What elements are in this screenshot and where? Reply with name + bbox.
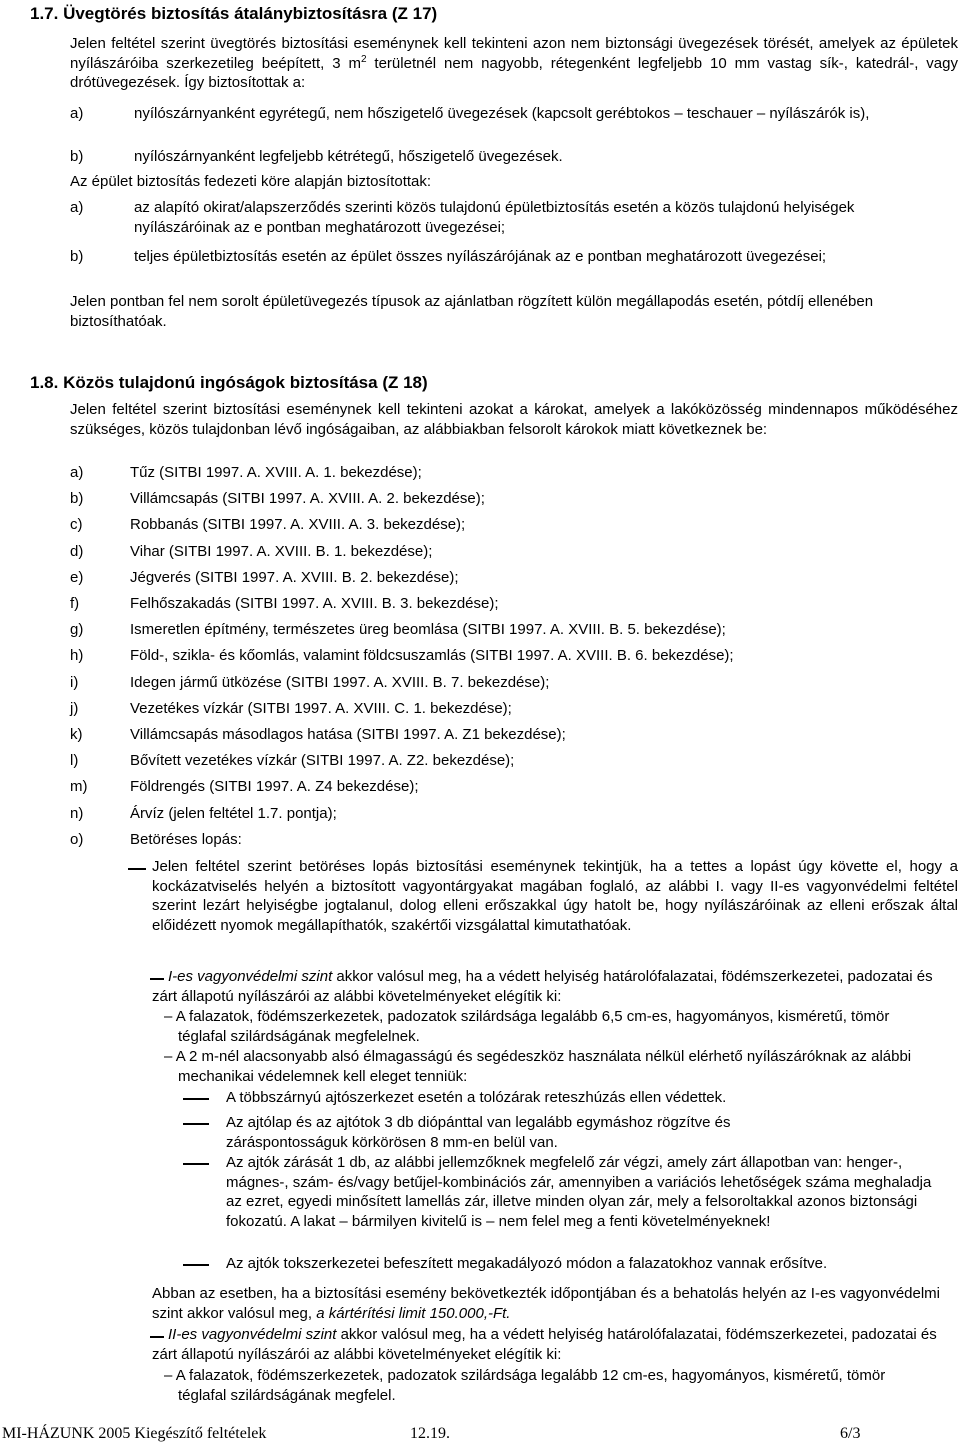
list-label: k): [70, 726, 83, 743]
doors-intro: – A 2 m-nél alacsonyabb alsó élmagasságú és segédeszköz használata nélkül elérhető nyílászáróknak az alábbi mechanikai védelemnek kell eleget tenniük:: [164, 1048, 912, 1085]
list-label: b): [70, 248, 84, 265]
list-item: nyílószárnyanként legfeljebb kétrétegű, hőszigetelő üvegezések.: [134, 148, 563, 165]
superscript-2: 2: [360, 53, 367, 65]
footer-title: MI-HÁZUNK 2005 Kiegészítő feltételek: [2, 1425, 267, 1442]
peril-item: Vihar (SITBI 1997. A. XVIII. B. 1. bekezdése);: [130, 542, 433, 560]
list-label: a): [70, 464, 84, 481]
peril-item: Villámcsapás (SITBI 1997. A. XVIII. A. 2. bekezdése);: [130, 490, 485, 508]
peril-item: Betöréses lopás:: [130, 830, 242, 848]
sub-requirement: Az ajtók tokszerkezetei befeszített megakadályozó módon a falazatokhoz vannak erősítve.: [226, 1255, 828, 1272]
section-heading-1-7: 1.7. Üvegtörés biztosítás átalánybiztosításra (Z 17): [30, 4, 438, 23]
peril-item: Felhőszakadás (SITBI 1997. A. XVIII. B. 3. bekezdése);: [130, 595, 499, 612]
dash-bullet: [128, 868, 146, 870]
list-item: az alapító okirat/alapszerződés szerinti közös tulajdonú épületbiztosítás esetén a közös tulajdonú helyiségek nyílászáróinak az e pontban meghatározott üvegezései;: [134, 199, 855, 236]
list-label: c): [70, 516, 83, 534]
peril-item: Földrengés (SITBI 1997. A. Z4 bekezdése);: [130, 778, 419, 796]
dash-bullet: [183, 1163, 209, 1165]
walls-requirement-2: – A falazatok, födémszerkezetek, padozatok szilárdsága legalább 12 cm-es, hagyományos, kisméretű, tömör téglafal szilárdságának megfelel.: [164, 1367, 886, 1404]
peril-item: Tűz (SITBI 1997. A. XVIII. A. 1. bekezdése);: [130, 464, 422, 481]
peril-item: Jégverés (SITBI 1997. A. XVIII. B. 2. bekezdése);: [130, 568, 459, 586]
peril-item: Bővített vezetékes vízkár (SITBI 1997. A. Z2. bekezdése);: [130, 752, 515, 770]
s18-intro: Jelen feltétel szerint biztosítási eseménynek kell tekinteni azokat a károkat, amelyek a lakóközösség mindennapos működéséhez szükséges, közös tulajdonban lévő ingóságaiban, az alábbiakban felsorolt károkok miatt következnek be:: [70, 401, 958, 438]
burglary-definition: Jelen feltétel szerint betöréses lopás biztosítási eseménynek tekintjük, ha a tettes a lopást úgy követte el, hogy a kockázatviselés helyén a biztosított vagyontárgyakat magában foglaló, az alábbi I. vagy II-es vagyonvédelmi feltétel szerint lezárt helyiségbe jogtalanul, dolog elleni erőszakkal úgy hatolt be, hogy nyílászáróinak az elleni erőszak által előidézett nyomok megállapíthatók, szakértői vizsgálattal kimutathatóak.: [152, 858, 958, 934]
walls1-text: A falazatok, födémszerkezetek, padozatok szilárdsága legalább 6,5 cm-es, hagyományos, kisméretű, tömör téglafal szilárdságának megfelelnek.: [175, 1008, 890, 1045]
peril-item: Árvíz (jelen feltétel 1.7. pontja);: [130, 804, 337, 822]
peril-item: Idegen jármű ütközése (SITBI 1997. A. XVIII. B. 7. bekezdése);: [130, 673, 550, 691]
dash-bullet: [183, 1264, 209, 1266]
list-label: b): [70, 148, 84, 165]
list-label: m): [70, 778, 88, 796]
list-label: l): [70, 752, 79, 770]
dash-bullet: [183, 1123, 209, 1125]
s17-paragraph-1: [70, 34, 958, 93]
peril-item: Ismeretlen építmény, természetes üreg beomlása (SITBI 1997. A. XVIII. B. 5. bekezdése);: [130, 621, 726, 639]
limit-amount: a kártérítési limit 150.000,-Ft.: [316, 1304, 511, 1322]
list-label: h): [70, 647, 84, 665]
sub-requirement: A többszárnyú ajtószerkezet esetén a tolózárak reteszhúzás ellen védettek.: [226, 1089, 727, 1106]
level2-definition: [152, 1325, 942, 1364]
list-item: nyílószárnyanként egyrétegű, nem hőszigetelő üvegezések (kapcsolt gerébtokos – teschauer – nyílászárók is),: [134, 105, 870, 122]
list-label: b): [70, 490, 84, 508]
level2-title: II-es vagyonvédelmi szint: [168, 1326, 337, 1343]
section-heading-1-8: 1.8. Közös tulajdonú ingóságok biztosítása (Z 18): [30, 373, 428, 392]
dash-bullet: [183, 1098, 209, 1100]
list-label: j): [70, 699, 79, 717]
level1-title: I-es vagyonvédelmi szint: [168, 968, 333, 985]
list-label: o): [70, 830, 84, 848]
list-label: n): [70, 804, 84, 822]
doors-intro-text: A 2 m-nél alacsonyabb alsó élmagasságú és segédeszköz használata nélkül elérhető nyílászáróknak az alábbi mechanikai védelemnek kell eleget tenniük:: [175, 1048, 912, 1085]
s17-paragraph-3: Jelen pontban fel nem sorolt épületüvegezés típusok az ajánlatban rögzített külön megállapodás esetén, pótdíj ellenében biztosíthatóak.: [70, 293, 874, 330]
list-label: g): [70, 621, 84, 639]
walls-requirement-1: – A falazatok, födémszerkezetek, padozatok szilárdsága legalább 6,5 cm-es, hagyományos, kisméretű, tömör téglafal szilárdságának megfelelnek.: [164, 1008, 890, 1045]
limit-text: Abban az esetben, ha a biztosítási esemény bekövetkezték időpontjában és a behatolás helyén az I-es vagyonvédelmi szint akkor valósul meg,: [152, 1285, 941, 1322]
level1-definition: [152, 967, 942, 1006]
peril-item: Föld-, szikla- és kőomlás, valamint földcsuszamlás (SITBI 1997. A. XVIII. B. 6. bekezdése);: [130, 647, 734, 665]
s17-p1-text: Jelen feltétel szerint üvegtörés biztosítási eseménynek kell tekinteni azon nem biztonsági üvegezések törését, amelyek az épületek nyílászáróiba szerkezetileg beépített, 3 m: [70, 35, 958, 72]
list-item: teljes épületbiztosítás esetén az épület összes nyílászárójának az e pontban meghatározott üvegezései;: [134, 248, 827, 265]
s17-p1-text-cont: területnél nem nagyobb, rétegenként legfeljebb 10 mm vastag sík-, katedrál-, vagy drótüvegezések. Így biztosítottak a:: [70, 54, 958, 91]
list-label: a): [70, 199, 84, 216]
peril-item: Vezetékes vízkár (SITBI 1997. A. XVIII. C. 1. bekezdése);: [130, 699, 512, 717]
level1-text: akkor valósul meg, ha a védett helyiség határolófalazatai, födémszerkezetei, padozatai és zárt állapotú nyílászárói az alábbi követelményeket elégítik ki:: [152, 968, 933, 1005]
sub-requirement: Az ajtók zárását 1 db, az alábbi jellemzőknek megfelelő zár végzi, amely zárt állapotban van: henger-, mágnes-, szám- és/vagy betűjel-kombinációs zár, amennyiben a variációs lehetőségek száma meghaladja az ezret, egyedi minősített lamellás zár, illetve minden olyan zár, mely a felsoroltakkal azonos biztonsági fokozatú. A lakat – bármilyen kivitelű is – nem felel meg a fenti követelményeknek!: [226, 1154, 932, 1230]
list-label: e): [70, 568, 84, 586]
list-label: i): [70, 673, 79, 691]
s17-paragraph-2: Az épület biztosítás fedezeti köre alapján biztosítottak:: [70, 173, 432, 190]
peril-item: Villámcsapás másodlagos hatása (SITBI 1997. A. Z1 bekezdése);: [130, 726, 566, 743]
footer-date: 12.19.: [410, 1425, 450, 1442]
walls2-text: A falazatok, födémszerkezetek, padozatok szilárdsága legalább 12 cm-es, hagyományos, kisméretű, tömör téglafal szilárdságának megfelel.: [175, 1367, 886, 1404]
peril-item: Robbanás (SITBI 1997. A. XVIII. A. 3. bekezdése);: [130, 516, 466, 534]
sub-requirement: Az ajtólap és az ajtótok 3 db diópánttal van legalább egymáshoz rögzítve és záráspontosságuk körkörösen 8 mm-en belül van.: [226, 1114, 731, 1151]
footer-page-number: 6/3: [840, 1425, 861, 1442]
list-label: d): [70, 542, 84, 560]
limit-paragraph: [152, 1284, 958, 1323]
level2-text: akkor valósul meg, ha a védett helyiség határolófalazatai, födémszerkezetei, padozatai és zárt állapotú nyílászárói az alábbi követelményeket elégítik ki:: [152, 1326, 937, 1363]
list-label: f): [70, 595, 80, 612]
list-label: a): [70, 105, 84, 122]
